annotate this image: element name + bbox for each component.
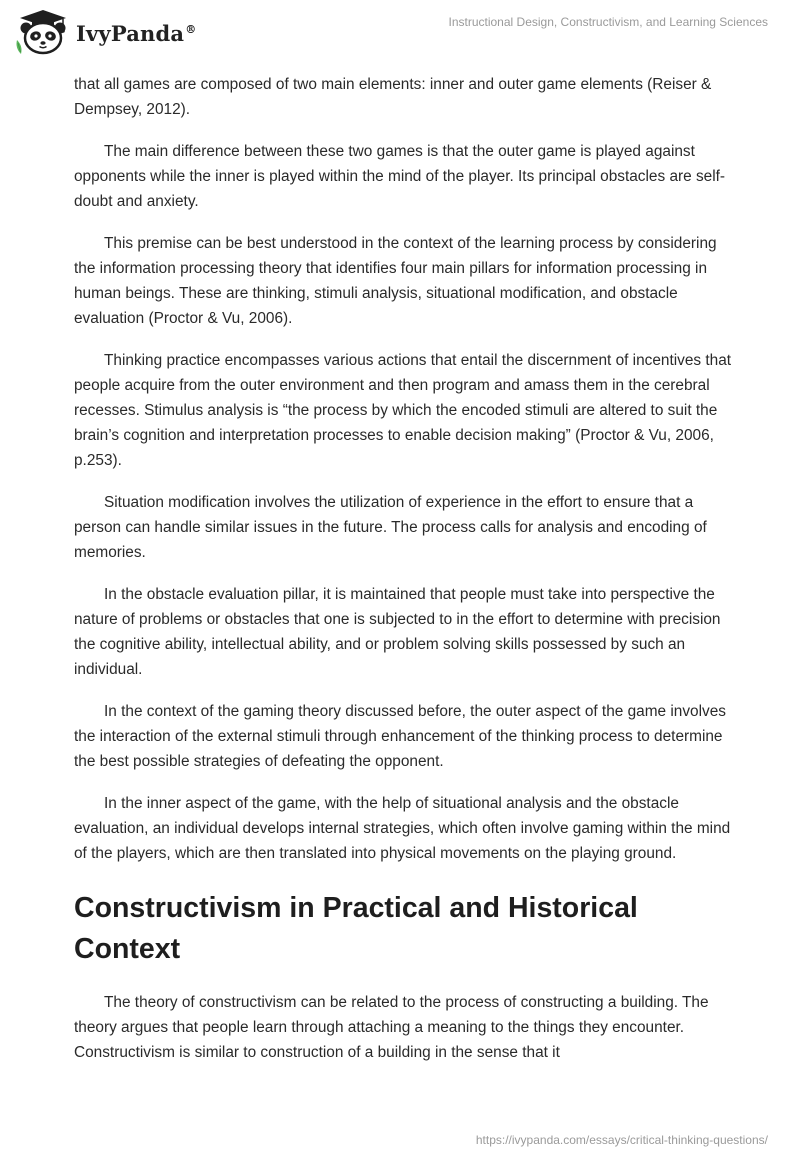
section-heading: Constructivism in Practical and Historical Context [74,892,638,965]
body-paragraph: Thinking practice encompasses various actions that entail the discernment of incentives that people acquire from the outer environment and then program and amass them in the cerebral recesses. Stimulus analysis is “the process by which the encoded stimuli are altered to suit the brain’s cognition and interpretation processes to enable decision making” (Proctor & Vu, 2006, p.253). [74,352,732,469]
body-paragraph: The theory of constructivism can be related to the process of constructing a building. The theory argues that people learn through attaching a meaning to the things they encounter. Constructivism is similar to construction of a building in the sense that it [74,994,709,1061]
body-paragraph: that all games are composed of two main elements: inner and outer game elements (Reiser & Dempsey, 2012). [74,76,712,118]
essay-body [74,72,734,1082]
body-paragraph: The main difference between these two games is that the outer game is played against opponents while the inner is played within the mind of the player. Its principal obstacles are self-doubt and anxiety. [74,143,726,210]
panda-graduate-icon [14,8,72,58]
source-url[interactable]: https://ivypanda.com/essays/critical-thinking-questions/ [475,1133,768,1147]
body-paragraph: This premise can be best understood in the context of the learning process by considering the information processing theory that identifies four main pillars for information processing in human beings. These are thinking, stimuli analysis, situational modification, and obstacle evaluation (Proctor & Vu, 2006). [74,235,717,327]
registered-mark: ® [185,22,197,36]
body-paragraph: In the obstacle evaluation pillar, it is maintained that people must take into perspective the nature of problems or obstacles that one is subjected to in the effort to determine with precision the cognitive ability, intellectual ability, and or problem solving skills possessed by such an individual. [74,586,721,678]
body-paragraph: Situation modification involves the utilization of experience in the effort to ensure that a person can handle similar issues in the future. The process calls for analysis and encoding of memories. [74,494,707,561]
body-paragraph: In the context of the gaming theory discussed before, the outer aspect of the game involves the interaction of the external stimuli through enhancement of the thinking process to determine the best possible strategies of defeating the opponent. [74,703,726,770]
ivypanda-logo[interactable] [14,8,196,58]
document-title: Instructional Design, Constructivism, and Learning Sciences [448,15,768,29]
page-header [0,0,800,70]
brand-name: IvyPanda® [76,20,197,46]
body-paragraph: In the inner aspect of the game, with the help of situational analysis and the obstacle evaluation, an individual develops internal strategies, which often involve gaming within the mind of the players, which are then translated into physical movements on the playing ground. [74,795,731,862]
